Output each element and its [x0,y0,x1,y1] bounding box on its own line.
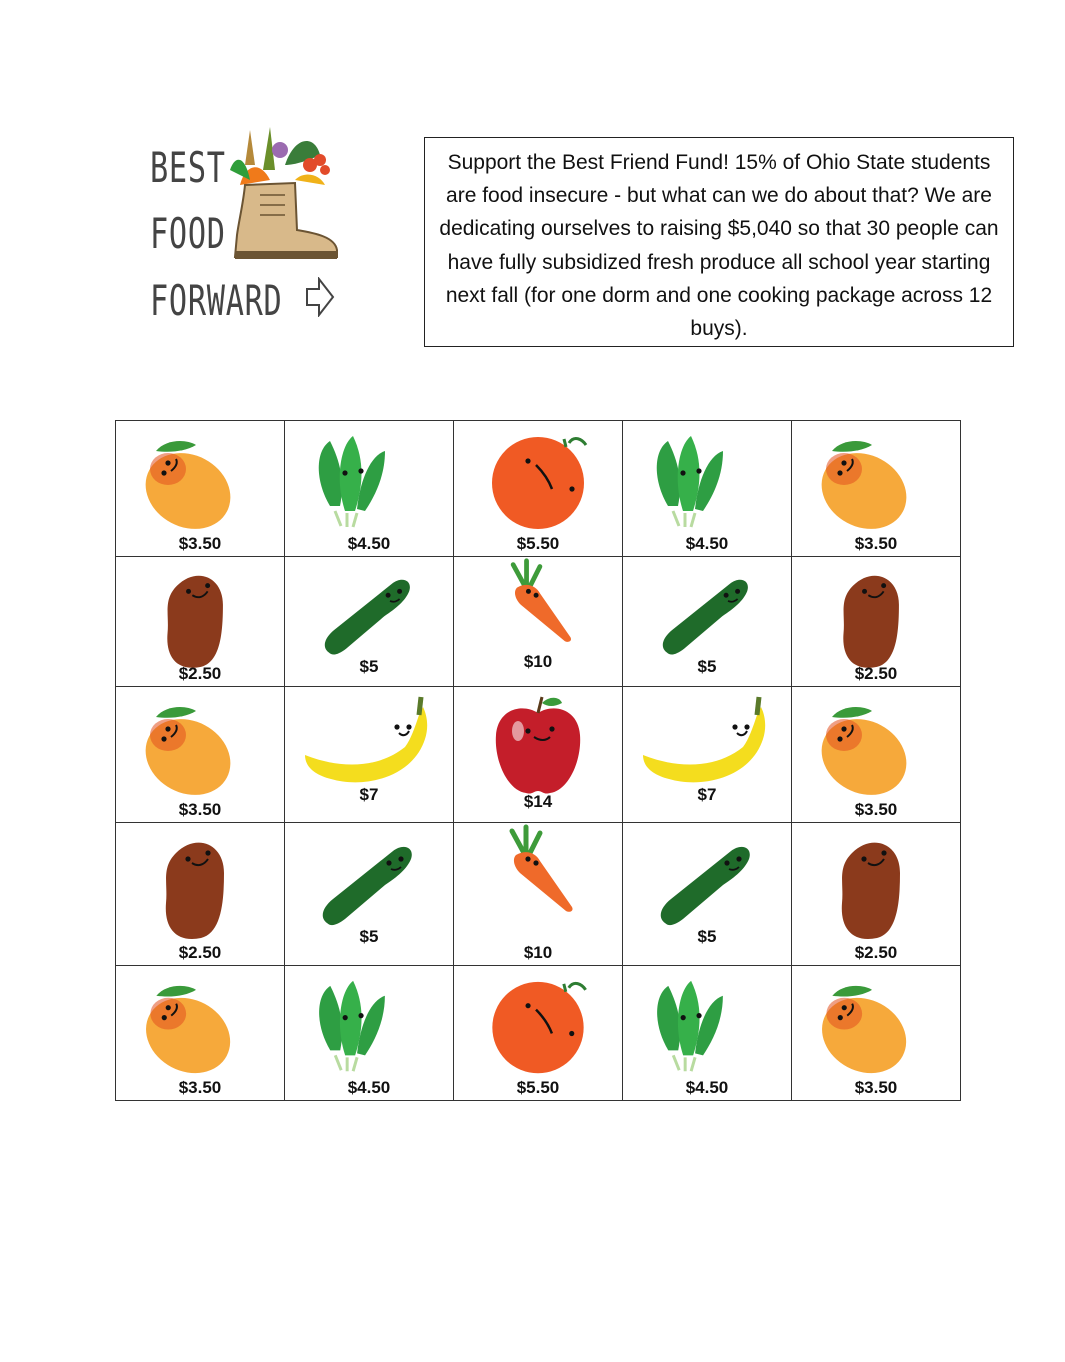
produce-cell-apple [454,687,623,823]
price-label: $5 [359,657,379,676]
logo-word-forward: FORWARD [150,276,283,325]
price-label: $2.50 [854,664,898,683]
logo-word-food: FOOD [150,209,226,258]
produce-cell-cucumber [623,823,792,966]
produce-cell-greens [285,421,454,557]
price-label: $4.50 [347,534,391,553]
produce-cell-mango [116,421,285,557]
arrow-right-icon [305,277,335,317]
price-label: $4.50 [685,534,729,553]
produce-cell-mango [792,687,961,823]
produce-cell-orange [454,421,623,557]
price-label: $2.50 [178,943,222,962]
produce-cell-greens [623,966,792,1101]
produce-cell-mango [116,966,285,1101]
produce-cell-cucumber [623,557,792,687]
produce-cell-potato [792,557,961,687]
price-label: $3.50 [178,534,222,553]
price-label: $5.50 [516,534,560,553]
grid-row [116,557,961,687]
price-label: $5 [359,927,379,946]
produce-cell-carrot [454,557,623,687]
price-label: $3.50 [178,1078,222,1097]
grid-row [116,687,961,823]
price-label: $7 [697,785,717,804]
grid-row [116,823,961,966]
boot-with-vegetables-icon [225,125,345,265]
produce-cell-potato [116,557,285,687]
price-label: $2.50 [854,943,898,962]
price-label: $3.50 [178,800,222,819]
produce-cell-mango [116,687,285,823]
price-label: $10 [523,943,553,962]
logo-word-best: BEST [150,143,226,192]
price-label: $5 [697,927,717,946]
produce-cell-potato [792,823,961,966]
produce-cell-banana [285,687,454,823]
grid-row [116,966,961,1101]
fundraiser-description: Support the Best Friend Fund! 15% of Ohio State students are food insecure - but what can we do about that? We are dedicating ourselves to raising $5,040 so that 30 people can have fully subsidized fresh produce all school year starting next fall (for one dorm and one cooking package across 12 buys). [424,137,1014,347]
produce-cell-cucumber [285,557,454,687]
price-label: $2.50 [178,664,222,683]
produce-cell-banana [623,687,792,823]
grid-row [116,421,961,557]
price-label: $10 [523,652,553,671]
price-label: $3.50 [854,534,898,553]
price-label: $3.50 [854,800,898,819]
price-label: $14 [523,792,553,811]
produce-cell-cucumber [285,823,454,966]
price-label: $4.50 [685,1078,729,1097]
produce-cell-mango [792,966,961,1101]
price-label: $5 [697,657,717,676]
produce-cell-greens [623,421,792,557]
best-food-forward-logo [150,125,350,330]
produce-cell-orange [454,966,623,1101]
produce-cell-potato [116,823,285,966]
price-label: $4.50 [347,1078,391,1097]
price-label: $5.50 [516,1078,560,1097]
produce-cell-mango [792,421,961,557]
price-label: $7 [359,785,379,804]
produce-cell-greens [285,966,454,1101]
produce-cell-carrot [454,823,623,966]
price-label: $3.50 [854,1078,898,1097]
produce-price-grid [115,420,961,1101]
